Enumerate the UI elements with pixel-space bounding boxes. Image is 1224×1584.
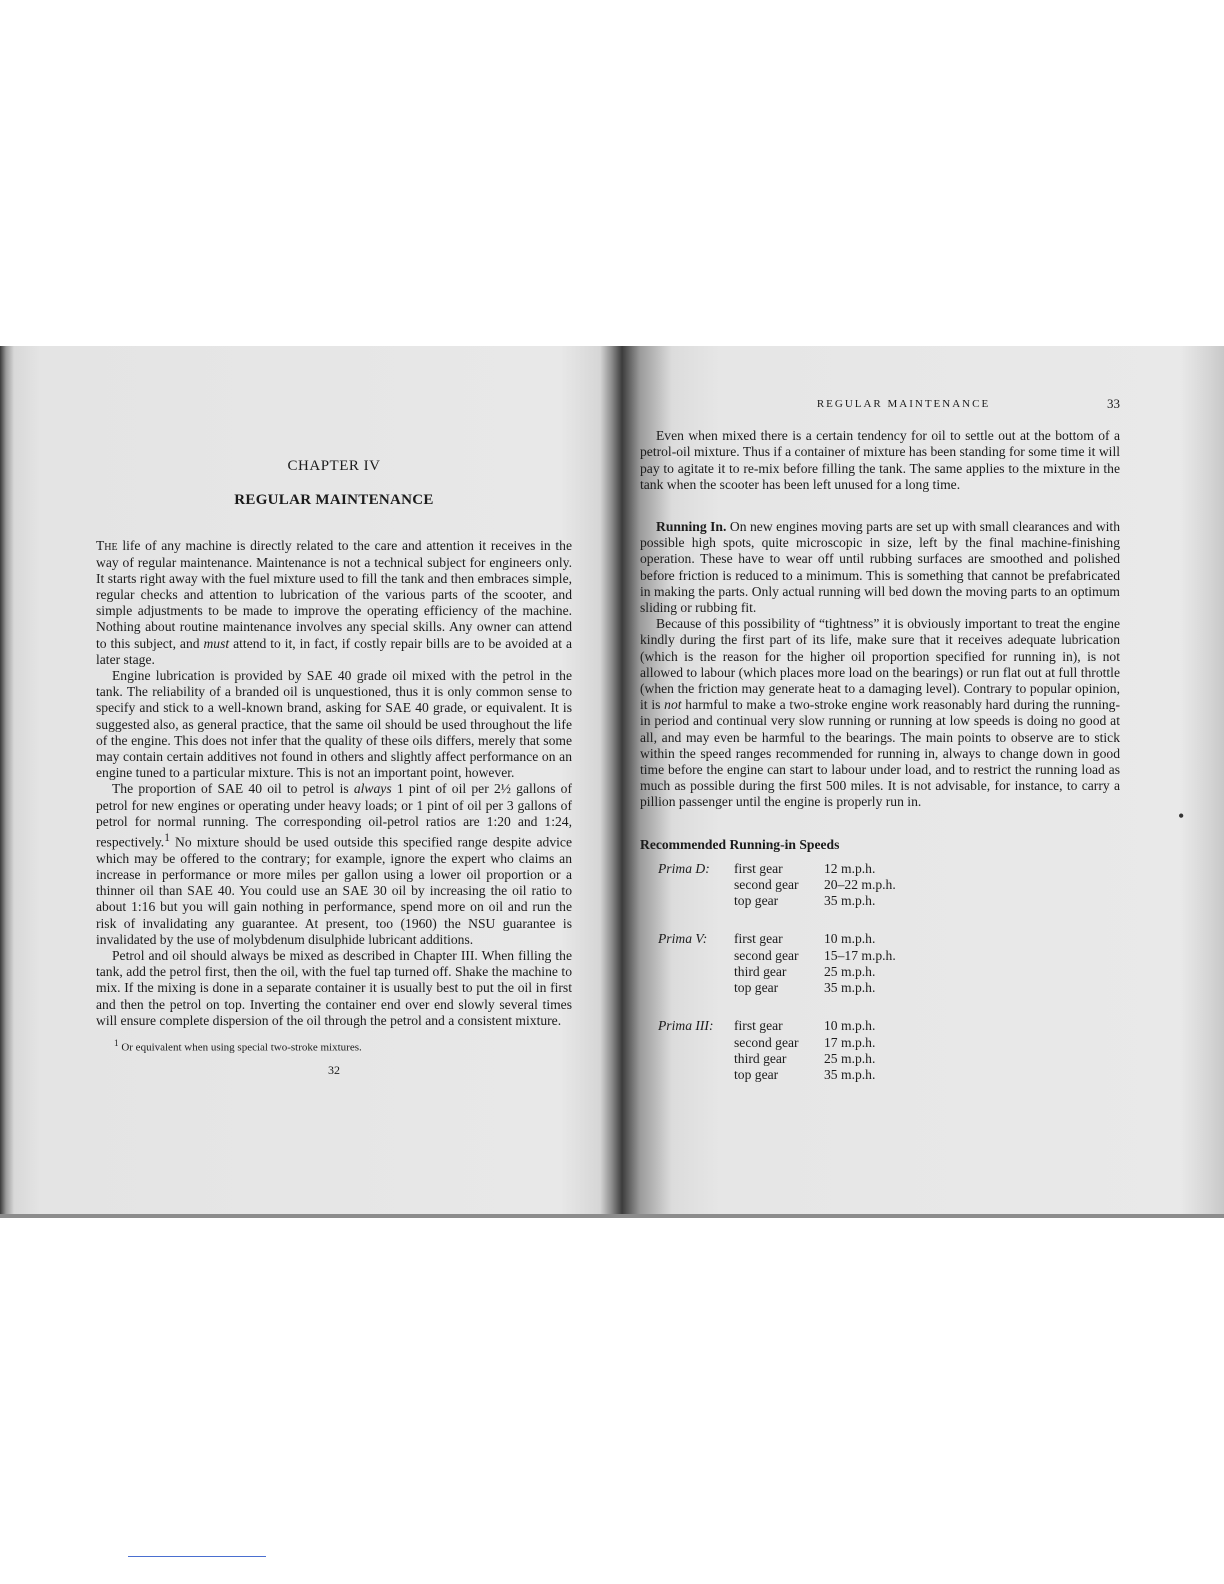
drop-lead: The: [96, 538, 118, 554]
speed-cell: 35 m.p.h.: [824, 893, 876, 909]
paragraph-lubrication: Engine lubrication is provided by SAE 40 grade oil mixed with the petrol in the tank. The reliability of a branded oil is unquestioned, thus it is only common sense to specify and stick to a well-known brand, asking for SAE 40 grade, or equivalent. It is suggested also, as general practice, that the same oil should be used throughout the life of the engine. This does not infer that the quality of these oils differs, merely that some may contain certain additives not found in others and slightly affect performance on an engine tuned to a particular mixture. This is not an important point, however.: [96, 668, 572, 781]
running-head-title: REGULAR MAINTENANCE: [816, 398, 991, 410]
p1-text: life of any machine is directly related to the care and attention it receives in the way of regular maintenance. Maintenance is not a technical subject for engineers only. It starts right away with the fuel mixture used to fill the tank and then embraces simple, regular checks and attention to lubrication of the various parts of the scooter, and simple adjustments to be made to improve the operating efficiency of the machine. Nothing about routine maintenance involves any special skills. Any owner can attend to this subject, and: [96, 538, 572, 651]
gear-cell: first gear: [734, 1018, 783, 1034]
table-row: [658, 1035, 896, 1051]
tightness-text-b: harmful to make a two-stroke engine work reasonably hard during the running-in period and continual very slow running or running at low speeds is doing no good at all, and may even be harmful to the bearings. The main points to observe are to stick within the speed ranges recommended for running in, always to change down in good time before the engine can start to labour under load, and to restrict the running load as much as possible during the first 500 miles. It is not advisable, for instance, to carry a pillion passenger until the engine is properly run in.: [640, 697, 1121, 810]
table-spacer: [658, 996, 896, 1018]
table-row: [658, 980, 896, 996]
model-cell: [658, 948, 734, 964]
margin-mark: •: [1178, 806, 1185, 826]
running-in-text: On new engines moving parts are set up with small clearances and with possible high spots, quite microscopic in size, left by the final machine-finishing operation. These have to wear off until rubbing surfaces are smoothed and polished before friction is reduced to a minimum. This is something that cannot be prefabricated in making the parts. Only actual running will bed down the moving parts to an optimum sliding or rubbing fit.: [640, 519, 1120, 616]
gear-cell: third gear: [734, 963, 787, 979]
p3-text-b: 1 pint of oil per 2½ gallons of petrol for new engines or operating under heavy loads; or 1 pint of oil per 3 gallons of petrol for normal running. The corresponding oil-petrol ratios are 1:20 and 1:24, respectively.: [96, 781, 572, 850]
footnote-marker: 1: [114, 1038, 119, 1049]
model-cell: [658, 964, 734, 980]
p1-emphasis: must: [203, 635, 230, 651]
table-row: [658, 877, 896, 893]
footnote: [96, 1035, 572, 1056]
speed-cell: 17 m.p.h.: [824, 1034, 876, 1050]
model-cell: [658, 893, 734, 909]
gear-cell: third gear: [734, 1050, 787, 1066]
gear-cell: second gear: [734, 1034, 799, 1050]
paragraph-running-in: [640, 519, 1120, 616]
running-in-heading: Running In.: [656, 519, 727, 535]
chapter-title: REGULAR MAINTENANCE: [234, 492, 434, 509]
p1-end: attend to it, in fact, if costly repair bills are to be avoided at a later stage.: [96, 635, 572, 667]
paragraph-tightness: [640, 616, 1120, 810]
gear-cell: first gear: [734, 931, 783, 947]
speed-cell: 12 m.p.h.: [824, 860, 876, 876]
gear-cell: second gear: [734, 947, 799, 963]
tightness-emphasis: not: [664, 697, 682, 713]
model-cell: [658, 1035, 734, 1051]
page-number-left: 32: [328, 1062, 340, 1077]
speed-cell: 25 m.p.h.: [824, 963, 876, 979]
gear-cell: first gear: [734, 860, 783, 876]
bottom-rule: [128, 1556, 266, 1557]
speeds-table-title: Recommended Running-in Speeds: [640, 836, 840, 852]
footnote-ref: 1: [164, 832, 170, 845]
model-cell: Prima D:: [658, 860, 710, 876]
speed-cell: 35 m.p.h.: [824, 1066, 876, 1082]
gear-cell: second gear: [734, 877, 799, 893]
table-spacer: [658, 909, 896, 931]
model-cell: Prima V:: [658, 931, 708, 947]
gear-cell: top gear: [734, 980, 779, 996]
table-row: [658, 1067, 896, 1083]
table-row: [658, 964, 896, 980]
left-page: [96, 440, 572, 1078]
table-row: [658, 1051, 896, 1067]
chapter-heading: CHAPTER IV: [287, 458, 381, 474]
table-row: [658, 893, 896, 909]
table-row: [658, 948, 896, 964]
model-cell: [658, 1051, 734, 1067]
table-row: [658, 861, 896, 877]
model-cell: Prima III:: [658, 1018, 714, 1034]
p3-text-c: No mixture should be used outside this specified range despite advice which may be offered to the contrary; for example, ignore the expert who claims an increase in performance or more miles per gallon using a lower oil proportion or a thinner oil than SAE 40. You could use an SAE 30 oil by increasing the oil ratio to about 1:16 but you will gain nothing in performance, spend more on oil and run the risk of invalidating any guarantee. At present, too (1960) the NSU guarantee is invalidated by the use of molybdenum disulphide lubricant additions.: [96, 834, 572, 947]
model-cell: [658, 877, 734, 893]
speed-cell: 20–22 m.p.h.: [824, 877, 896, 893]
paragraph-intro: [96, 538, 572, 668]
paragraph-proportion: [96, 781, 572, 948]
p3-text-a: The proportion of SAE 40 oil to petrol is: [112, 781, 354, 797]
tightness-text-a: Because of this possibility of “tightness” it is obviously important to treat the engine kindly during the first part of its life, make sure that it receives adequate lubrication (which is the reason for the higher oil proportion specified for running in), is not allowed to labour (which places more load on the bearings) or run flat out at full throttle (when the friction may generate heat to a damaging level). Contrary to popular opinion, it is: [640, 616, 1120, 713]
speed-cell: 35 m.p.h.: [824, 980, 876, 996]
paragraph-settling: Even when mixed there is a certain tendency for oil to settle out at the bottom of a petrol-oil mixture. Thus if a container of mixture has been standing for some time it will pay to agitate it to re-mix before filling the tank. The same applies to the mixture in the tank when the scooter has been left unused for a long time.: [640, 428, 1120, 492]
speed-cell: 10 m.p.h.: [824, 931, 876, 947]
running-head: [640, 396, 1120, 412]
paragraph-mixing: Petrol and oil should always be mixed as described in Chapter III. When filling the tank, add the petrol first, then the oil, with the fuel tap turned off. Shake the machine to mix. If the mixing is done in a separate container it is usually best to put the oil in first and then the petrol on top. Inverting the container end over end slowly several times will ensure complete dispersion of the oil through the petrol and a consistent mixture.: [96, 948, 572, 1028]
model-cell: [658, 1067, 734, 1083]
p3-emphasis: always: [353, 781, 392, 797]
gear-cell: top gear: [734, 1066, 779, 1082]
model-cell: [658, 980, 734, 996]
right-page: [640, 396, 1120, 1083]
speed-cell: 10 m.p.h.: [824, 1018, 876, 1034]
gear-cell: top gear: [734, 893, 779, 909]
page-number-right: 33: [1107, 396, 1120, 411]
speed-cell: 25 m.p.h.: [824, 1050, 876, 1066]
table-row: [658, 931, 896, 947]
table-row: [658, 1018, 896, 1034]
speed-cell: 15–17 m.p.h.: [824, 947, 896, 963]
footnote-text: Or equivalent when using special two-stroke mixtures.: [121, 1041, 362, 1054]
running-in-speeds-table: [658, 861, 896, 1083]
